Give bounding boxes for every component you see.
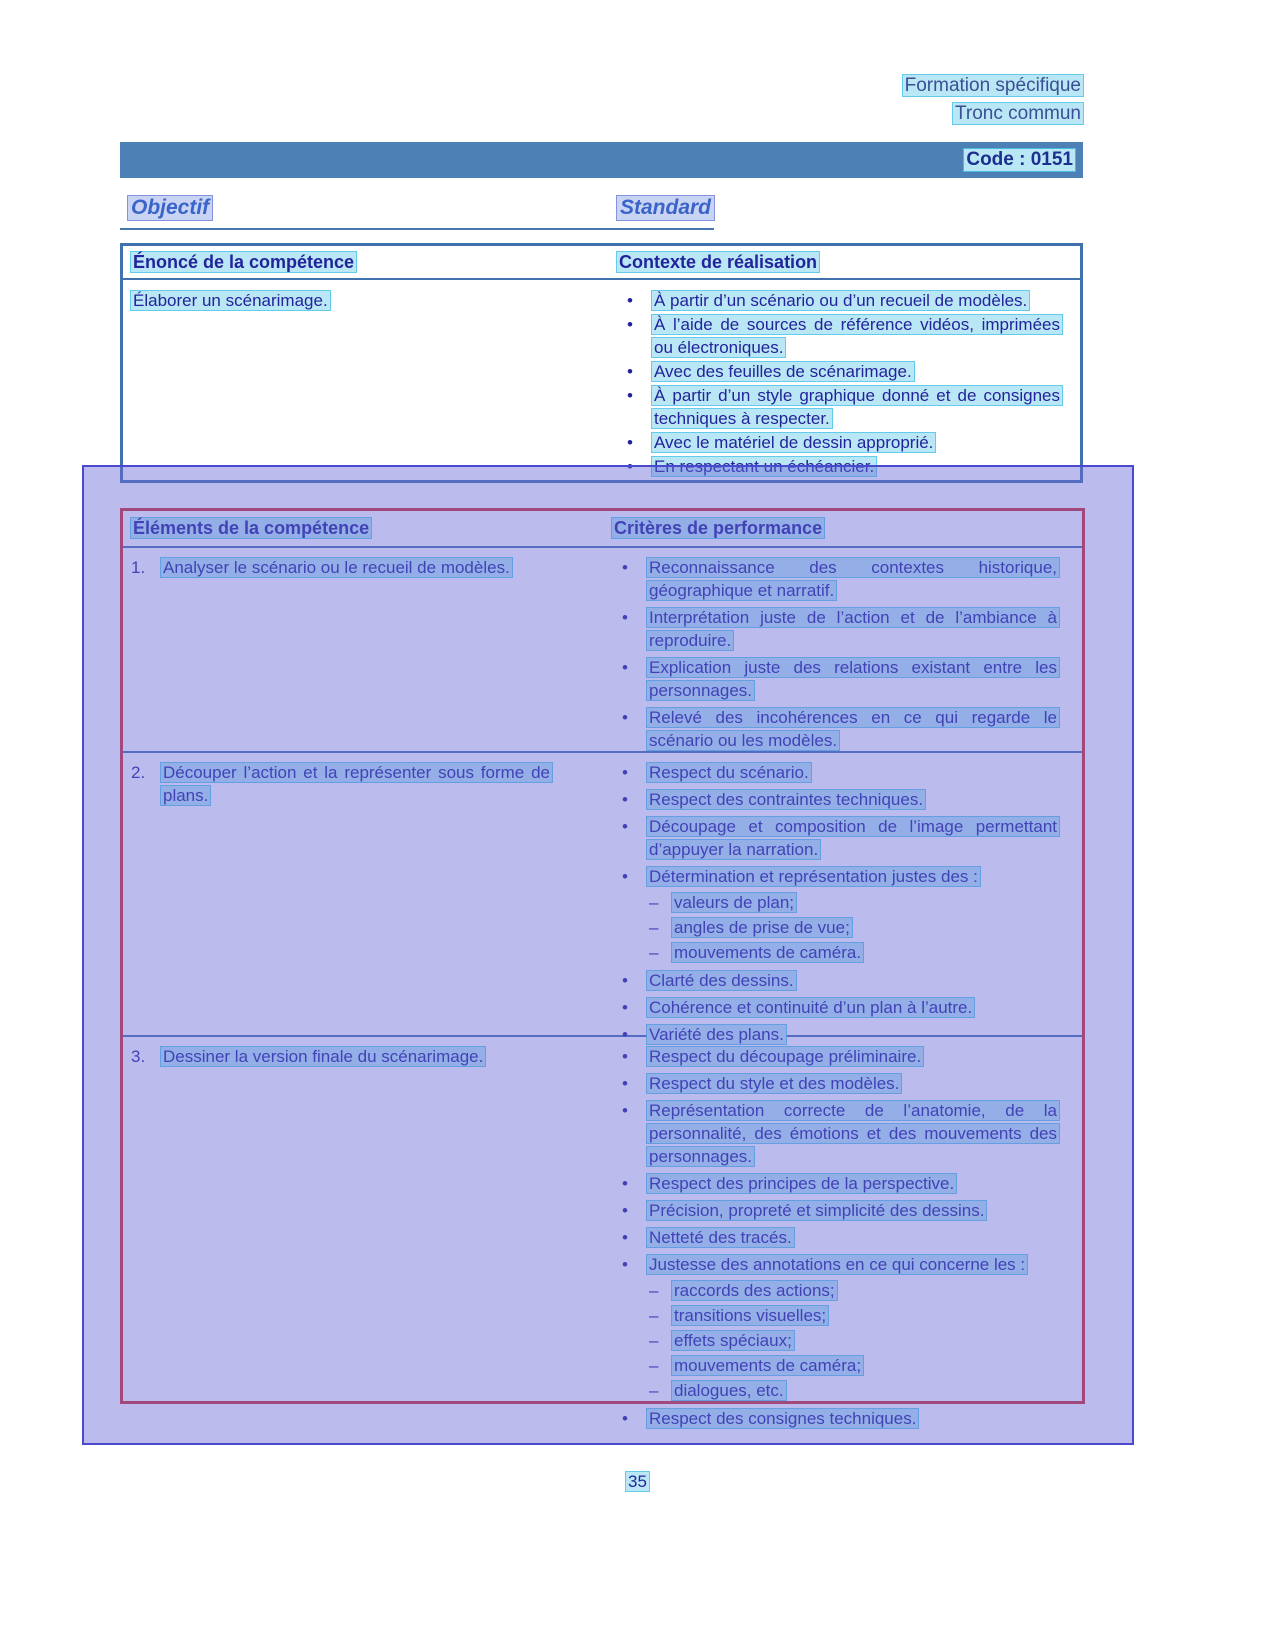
- element-cell: [123, 556, 612, 751]
- context-cell: [617, 289, 1080, 479]
- header-label: Critères de performance: [614, 518, 823, 538]
- criteria-subitem: – angles de prise de vue;: [647, 916, 1059, 939]
- criteria-cell: [612, 1045, 1082, 1434]
- criteria-item: • Respect du découpage préliminaire.: [612, 1045, 1059, 1068]
- header-cell-enonce: [123, 252, 617, 273]
- element-number: 3.: [131, 1047, 146, 1066]
- header-label: Contexte de réalisation: [619, 251, 818, 272]
- criteria-item: • Reconnaissance des contextes historique, géographique et narratif.: [612, 556, 1059, 602]
- table-row: [123, 753, 1082, 1044]
- statement-cell: [123, 289, 617, 479]
- header-cell-elements: [123, 518, 612, 539]
- criteria-sublist: [647, 891, 1059, 964]
- list-item: • À partir d’un style graphique donné et de consignes techniques à respecter.: [617, 384, 1062, 430]
- header-cell-criteres: [612, 518, 1082, 539]
- criteria-item: • Respect des principes de la perspective.: [612, 1172, 1059, 1195]
- criteria-item: • Netteté des tracés.: [612, 1226, 1059, 1249]
- objectif-standard-row: [120, 196, 1083, 230]
- criteria-item: • Représentation correcte de l’anatomie, de la personnalité, des émotions et des mouvements des personnages.: [612, 1099, 1059, 1168]
- criteria-sublist: [647, 1279, 1059, 1402]
- program-line2: Tronc commun: [955, 103, 1081, 124]
- competence-table-body: [123, 280, 1080, 479]
- competence-table-header: [123, 246, 1080, 280]
- table-row: [123, 548, 1082, 753]
- header-cell-contexte: [617, 252, 1080, 273]
- criteria-subitem: – raccords des actions;: [647, 1279, 1059, 1302]
- criteria-item: • Respect du scénario.: [612, 761, 1059, 784]
- criteria-subitem: – dialogues, etc.: [647, 1379, 1059, 1402]
- criteria-subitem: – mouvements de caméra;: [647, 1354, 1059, 1377]
- criteria-subitem: – valeurs de plan;: [647, 891, 1059, 914]
- program-line1: Formation spécifique: [904, 75, 1081, 96]
- element-number: 1.: [131, 558, 146, 577]
- criteria-item: • Précision, propreté et simplicité des dessins.: [612, 1199, 1059, 1222]
- criteria-subitem: – effets spéciaux;: [647, 1329, 1059, 1352]
- list-item: • Avec des feuilles de scénarimage.: [617, 360, 1062, 383]
- list-item: • À partir d’un scénario ou d’un recueil de modèles.: [617, 289, 1062, 312]
- list-item: • En respectant un échéancier.: [617, 455, 1062, 478]
- page-number: 35: [628, 1472, 647, 1491]
- criteria-list: [612, 556, 1059, 752]
- criteria-item: • Cohérence et continuité d’un plan à l’autre.: [612, 996, 1059, 1019]
- context-list: [617, 289, 1062, 478]
- objectif-heading: Objectif: [128, 196, 212, 220]
- elements-table-header: [123, 511, 1082, 548]
- element-text: Dessiner la version finale du scénarimage.: [163, 1047, 484, 1066]
- list-item: • Avec le matériel de dessin approprié.: [617, 431, 1062, 454]
- criteria-item: • Interprétation juste de l’action et de l’ambiance à reproduire.: [612, 606, 1059, 652]
- element-cell: [123, 761, 612, 1035]
- statement-text: Élaborer un scénarimage.: [133, 291, 328, 310]
- criteria-list: [612, 761, 1059, 1046]
- element-text: Analyser le scénario ou le recueil de modèles.: [163, 558, 510, 577]
- element-cell: [123, 1045, 612, 1434]
- program-header: [903, 72, 1083, 128]
- header-label: Éléments de la compétence: [133, 518, 370, 538]
- criteria-list: [612, 1045, 1059, 1430]
- criteria-item: • Variété des plans.: [612, 1023, 1059, 1046]
- criteria-item: • Détermination et représentation justes des : – valeurs de plan; – angles de prise de vue; – mouvements de caméra.: [612, 865, 1059, 964]
- criteria-cell: [612, 556, 1082, 751]
- heading-divider: [120, 228, 714, 230]
- standard-heading: Standard: [617, 196, 714, 220]
- element-text: Découper l’action et la représenter sous forme de plans.: [163, 763, 550, 805]
- criteria-item: • Découpage et composition de l’image permettant d’appuyer la narration.: [612, 815, 1059, 861]
- code-bar: [120, 142, 1083, 178]
- criteria-cell: [612, 761, 1082, 1044]
- code-label: Code : 0151: [966, 149, 1073, 170]
- list-item: • À l’aide de sources de référence vidéos, imprimées ou électroniques.: [617, 313, 1062, 359]
- criteria-item: • Clarté des dessins.: [612, 969, 1059, 992]
- criteria-item: • Explication juste des relations existant entre les personnages.: [612, 656, 1059, 702]
- element-number: 2.: [131, 763, 146, 782]
- table-row: [123, 1037, 1082, 1434]
- criteria-item: • Respect des contraintes techniques.: [612, 788, 1059, 811]
- criteria-item: • Relevé des incohérences en ce qui regarde le scénario ou les modèles.: [612, 706, 1059, 752]
- criteria-item: • Respect du style et des modèles.: [612, 1072, 1059, 1095]
- criteria-subitem: – mouvements de caméra.: [647, 941, 1059, 964]
- criteria-item: • Justesse des annotations en ce qui concerne les : – raccords des actions; – transitions visuelles; – effets spéciaux; – mouvements de caméra; – dialogues, etc.: [612, 1253, 1059, 1402]
- criteria-item: • Respect des consignes techniques.: [612, 1407, 1059, 1430]
- criteria-subitem: – transitions visuelles;: [647, 1304, 1059, 1327]
- competence-table: [120, 243, 1083, 483]
- header-label: Énoncé de la compétence: [133, 251, 355, 272]
- elements-table: [120, 508, 1085, 1428]
